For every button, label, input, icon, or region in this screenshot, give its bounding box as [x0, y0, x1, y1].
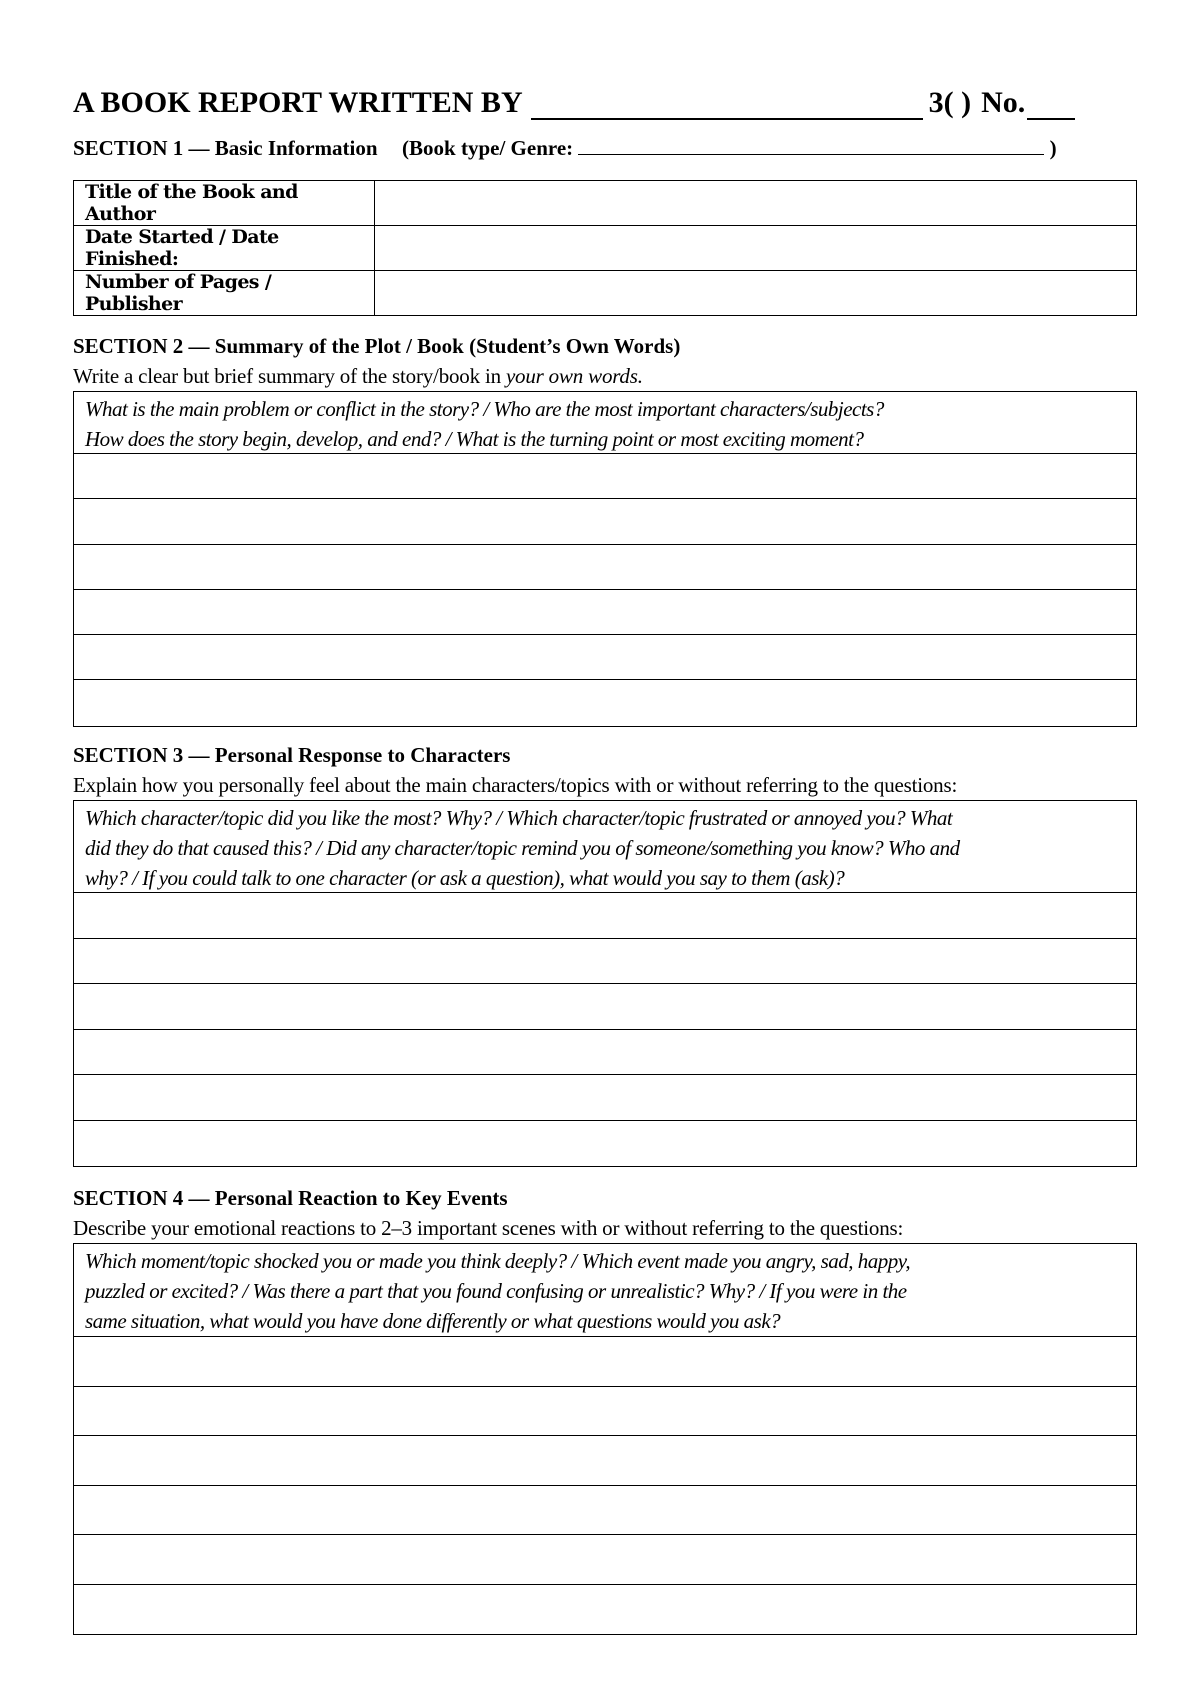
prompt-line: same situation, what would you have done differently or what questions would you ask? — [85, 1309, 781, 1333]
writing-line[interactable] — [74, 680, 1136, 725]
characters-prompt — [74, 801, 1136, 893]
section3-heading: SECTION 3 — Personal Response to Characters — [73, 743, 511, 767]
writing-line[interactable] — [74, 893, 1136, 939]
writing-line[interactable] — [74, 635, 1136, 680]
title-author-field[interactable] — [375, 181, 1137, 226]
prompt-line: why? / If you could talk to one character (or ask a question), what would you say to them (ask)? — [85, 866, 845, 890]
summary-prompt — [74, 392, 1136, 454]
dates-field[interactable] — [375, 226, 1137, 271]
report-header — [73, 72, 1137, 120]
prompt-line: Which moment/topic shocked you or made you think deeply? / Which event made you angry, sad, happy, — [85, 1249, 911, 1273]
prompt-line: Which character/topic did you like the most? Why? / Which character/topic frustrated or annoyed you? What — [85, 806, 953, 830]
genre-blank[interactable] — [578, 134, 1044, 155]
title-author-label: Title of the Book and Author — [74, 181, 375, 226]
section3-description: Explain how you personally feel about the main characters/topics with or without referring to the questions: — [73, 773, 958, 797]
section4-description: Describe your emotional reactions to 2–3 important scenes with or without referring to the questions: — [73, 1216, 904, 1240]
events-writing-box — [73, 1243, 1137, 1635]
genre-close: ) — [1049, 136, 1057, 160]
pages-publisher-field[interactable] — [375, 271, 1137, 316]
pages-publisher-label: Number of Pages / Publisher — [74, 271, 375, 316]
writing-line[interactable] — [74, 1030, 1136, 1076]
writing-line[interactable] — [74, 1075, 1136, 1121]
writing-line[interactable] — [74, 1337, 1136, 1387]
section2-desc-emphasis: your own words. — [505, 364, 643, 388]
writing-line[interactable] — [74, 1436, 1136, 1486]
writing-line[interactable] — [74, 984, 1136, 1030]
section1-title: SECTION 1 — Basic Information — [73, 136, 378, 160]
table-row — [74, 271, 1137, 316]
report-title: A BOOK REPORT WRITTEN BY — [73, 86, 523, 119]
section2-heading: SECTION 2 — Summary of the Plot / Book (Student’s Own Words) — [73, 334, 681, 358]
section4-heading: SECTION 4 — Personal Reaction to Key Events — [73, 1186, 508, 1210]
student-name-blank[interactable] — [531, 90, 923, 120]
genre-label: (Book type/ Genre: — [402, 136, 574, 160]
section1-heading — [73, 134, 1057, 161]
prompt-line: puzzled or excited? / Was there a part that you found confusing or unrealistic? Why? / If you were in the — [85, 1279, 907, 1303]
characters-writing-box — [73, 800, 1137, 1167]
table-row — [74, 181, 1137, 226]
table-row — [74, 226, 1137, 271]
events-prompt — [74, 1244, 1136, 1337]
section2-description — [73, 364, 643, 389]
prompt-line: How does the story begin, develop, and end? / What is the turning point or most exciting moment? — [85, 427, 864, 451]
book-report-worksheet — [73, 0, 1137, 1696]
writing-line[interactable] — [74, 1486, 1136, 1536]
basic-info-table — [73, 180, 1137, 316]
writing-line[interactable] — [74, 939, 1136, 985]
writing-line[interactable] — [74, 1121, 1136, 1167]
dates-label: Date Started / Date Finished: — [74, 226, 375, 271]
prompt-line: did they do that caused this? / Did any character/topic remind you of someone/something you know? Who and — [85, 836, 960, 860]
class-label: 3( ) — [928, 86, 972, 119]
number-label: No. — [981, 86, 1026, 119]
prompt-line: What is the main problem or conflict in the story? / Who are the most important characters/subjects? — [85, 397, 884, 421]
writing-line[interactable] — [74, 545, 1136, 590]
writing-line[interactable] — [74, 1387, 1136, 1437]
student-number-blank[interactable] — [1027, 90, 1075, 120]
writing-line[interactable] — [74, 499, 1136, 544]
summary-writing-box — [73, 391, 1137, 727]
writing-line[interactable] — [74, 1585, 1136, 1635]
writing-line[interactable] — [74, 454, 1136, 499]
writing-line[interactable] — [74, 1535, 1136, 1585]
section2-desc-text: Write a clear but brief summary of the story/book in — [73, 364, 506, 388]
writing-line[interactable] — [74, 590, 1136, 635]
